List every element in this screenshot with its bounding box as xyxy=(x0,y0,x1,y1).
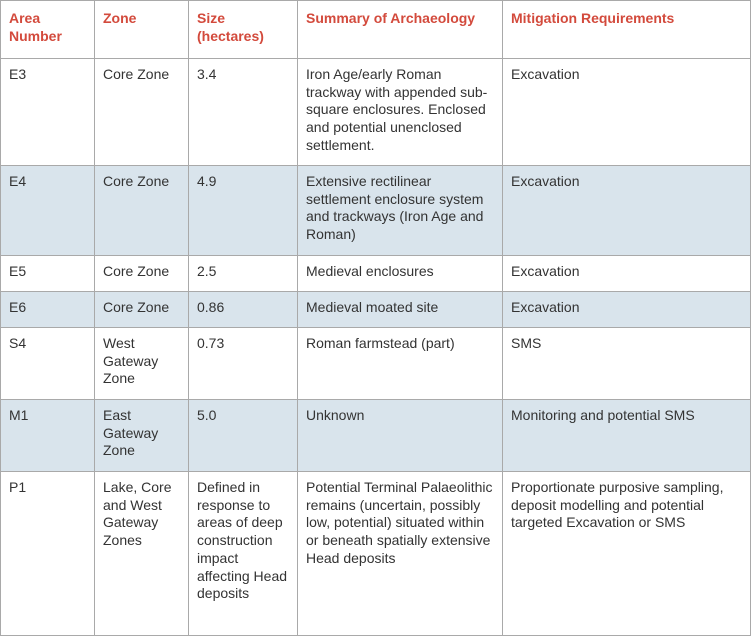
cell-mitigation: Excavation xyxy=(503,292,751,328)
cell-size: 5.0 xyxy=(189,400,298,472)
cell-area: S4 xyxy=(1,328,95,400)
cell-size: 0.86 xyxy=(189,292,298,328)
cell-area: P1 xyxy=(1,472,95,636)
cell-zone: Core Zone xyxy=(95,256,189,292)
cell-mitigation: Excavation xyxy=(503,59,751,166)
cell-summary: Medieval enclosures xyxy=(298,256,503,292)
cell-area: E5 xyxy=(1,256,95,292)
cell-size: 3.4 xyxy=(189,59,298,166)
table-row-m1 xyxy=(1,400,751,472)
header-area-number: Area Number xyxy=(1,1,95,59)
table-row-e4 xyxy=(1,166,751,256)
cell-size: 2.5 xyxy=(189,256,298,292)
cell-zone: Core Zone xyxy=(95,292,189,328)
cell-zone: West Gateway Zone xyxy=(95,328,189,400)
cell-zone: Lake, Core and West Gateway Zones xyxy=(95,472,189,636)
header-mitigation: Mitigation Requirements xyxy=(503,1,751,59)
cell-area: E3 xyxy=(1,59,95,166)
cell-zone: Core Zone xyxy=(95,166,189,256)
cell-zone: East Gateway Zone xyxy=(95,400,189,472)
table-row-p1 xyxy=(1,472,751,636)
cell-size: 4.9 xyxy=(189,166,298,256)
cell-summary: Potential Terminal Palaeolithic remains (uncertain, possibly low, potential) situated within or beneath spatially extensive Head deposits xyxy=(298,472,503,636)
cell-summary: Medieval moated site xyxy=(298,292,503,328)
cell-mitigation: Proportionate purposive sampling, deposit modelling and potential targeted Excavation or SMS xyxy=(503,472,751,636)
cell-mitigation: Monitoring and potential SMS xyxy=(503,400,751,472)
cell-mitigation: Excavation xyxy=(503,166,751,256)
table-row-e6 xyxy=(1,292,751,328)
cell-area: M1 xyxy=(1,400,95,472)
cell-size: 0.73 xyxy=(189,328,298,400)
cell-zone: Core Zone xyxy=(95,59,189,166)
cell-summary: Roman farmstead (part) xyxy=(298,328,503,400)
table-row-s4 xyxy=(1,328,751,400)
cell-area: E6 xyxy=(1,292,95,328)
cell-summary: Iron Age/early Roman trackway with appended sub-square enclosures. Enclosed and potential unenclosed settlement. xyxy=(298,59,503,166)
header-size: Size (hectares) xyxy=(189,1,298,59)
cell-mitigation: Excavation xyxy=(503,256,751,292)
cell-summary: Extensive rectilinear settlement enclosure system and trackways (Iron Age and Roman) xyxy=(298,166,503,256)
table-row-e3 xyxy=(1,59,751,166)
cell-summary: Unknown xyxy=(298,400,503,472)
header-row xyxy=(1,1,751,59)
cell-mitigation: SMS xyxy=(503,328,751,400)
header-zone: Zone xyxy=(95,1,189,59)
header-summary: Summary of Archaeology xyxy=(298,1,503,59)
cell-size: Defined in response to areas of deep construction impact affecting Head deposits xyxy=(189,472,298,636)
cell-area: E4 xyxy=(1,166,95,256)
table-row-e5 xyxy=(1,256,751,292)
